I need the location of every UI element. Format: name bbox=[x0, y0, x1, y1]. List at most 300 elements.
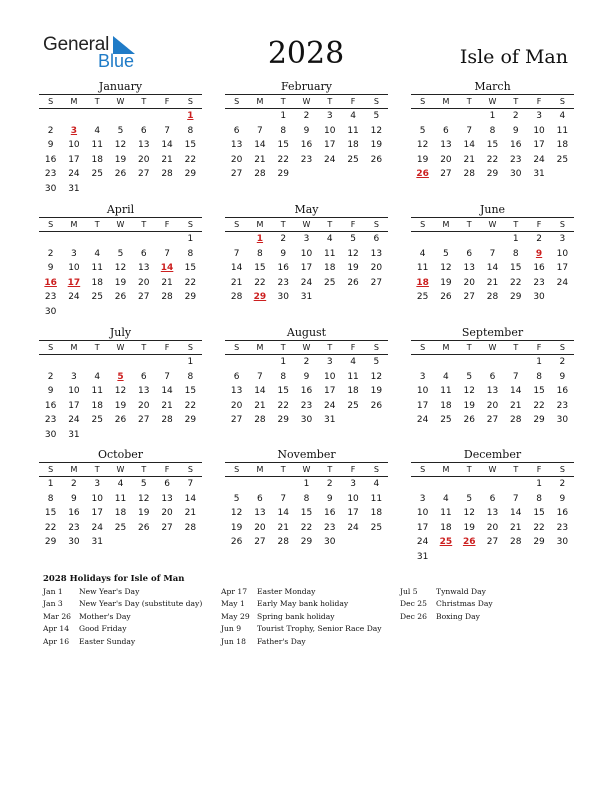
day-cell: 24 bbox=[416, 415, 429, 425]
day-cell: 7 bbox=[489, 248, 496, 259]
day-cell: 1 bbox=[187, 357, 194, 367]
day-cell: 14 bbox=[510, 386, 522, 396]
day-cell: 9 bbox=[303, 371, 310, 382]
day-cell: 16 bbox=[324, 508, 336, 518]
day-cell: 22 bbox=[486, 154, 499, 165]
day-cell: 30 bbox=[556, 415, 569, 425]
day-cell: 30 bbox=[533, 292, 545, 302]
month-block bbox=[39, 202, 202, 319]
day-grid bbox=[411, 109, 574, 182]
month-name: August bbox=[286, 326, 327, 339]
day-cell: 26 bbox=[230, 537, 243, 547]
day-cell: 21 bbox=[510, 522, 522, 533]
day-cell: 21 bbox=[254, 154, 266, 165]
day-cell: 22 bbox=[44, 522, 57, 533]
month-name: July bbox=[109, 326, 132, 339]
day-cell: 22 bbox=[184, 277, 197, 288]
day-cell: 11 bbox=[440, 386, 452, 396]
day-cell: 18 bbox=[440, 522, 452, 533]
holiday-name: Mother's Day bbox=[79, 611, 131, 621]
empty-cell bbox=[434, 355, 457, 370]
day-cell: 19 bbox=[463, 400, 475, 411]
day-cell: 17 bbox=[556, 263, 569, 273]
weekday-label: F bbox=[164, 220, 170, 229]
day-cell: 21 bbox=[510, 400, 522, 411]
day-cell: 5 bbox=[466, 493, 473, 504]
day-cell: 29 bbox=[533, 537, 545, 547]
weekday-label: T bbox=[327, 97, 333, 106]
weekday-label: T bbox=[513, 465, 519, 474]
holiday-column bbox=[400, 586, 493, 623]
day-cell: 20 bbox=[370, 263, 383, 273]
day-cell: 1 bbox=[280, 357, 287, 367]
day-cell: 19 bbox=[440, 277, 452, 288]
day-cell: 6 bbox=[140, 248, 147, 259]
day-cell: 19 bbox=[114, 277, 127, 288]
day-cell: 31 bbox=[68, 429, 80, 440]
weekday-label: S bbox=[373, 465, 379, 474]
weekday-header bbox=[225, 463, 388, 476]
day-cell: 10 bbox=[533, 125, 545, 136]
day-cell: 6 bbox=[443, 125, 449, 136]
day-cell: 2 bbox=[71, 479, 77, 489]
empty-cell bbox=[481, 232, 504, 247]
day-cell: 30 bbox=[510, 169, 522, 179]
day-grid bbox=[39, 232, 202, 319]
day-cell: 6 bbox=[257, 493, 263, 504]
weekday-label: T bbox=[513, 220, 519, 229]
day-cell: 25 bbox=[347, 400, 359, 411]
day-cell: 27 bbox=[370, 277, 383, 288]
weekday-label: F bbox=[164, 465, 170, 474]
day-cell: 6 bbox=[373, 234, 380, 244]
day-cell: 3 bbox=[559, 234, 566, 244]
weekday-label: T bbox=[280, 465, 286, 474]
month-name: June bbox=[479, 203, 506, 216]
day-cell: 18 bbox=[324, 263, 336, 273]
day-cell: 16 bbox=[556, 508, 569, 518]
weekday-label: M bbox=[256, 97, 264, 106]
month-name: May bbox=[294, 203, 319, 216]
day-cell: 27 bbox=[486, 537, 499, 547]
day-cell: 13 bbox=[138, 263, 150, 273]
day-cell: 27 bbox=[230, 415, 243, 425]
holiday-entry bbox=[400, 611, 493, 623]
day-cell: 7 bbox=[164, 371, 170, 382]
weekday-label: M bbox=[256, 220, 264, 229]
holiday-date: Jan 1 bbox=[43, 587, 63, 596]
day-cell: 13 bbox=[254, 508, 266, 518]
weekday-label: T bbox=[466, 220, 472, 229]
day-cell: 26 bbox=[370, 154, 383, 165]
day-cell: 9 bbox=[280, 248, 287, 259]
day-cell: 23 bbox=[68, 522, 80, 533]
month-block bbox=[39, 325, 202, 442]
day-cell: 8 bbox=[187, 125, 194, 136]
day-grid bbox=[225, 355, 388, 428]
holiday-entry bbox=[221, 598, 382, 610]
day-cell: 8 bbox=[489, 125, 496, 136]
day-cell: 14 bbox=[254, 140, 266, 150]
day-cell: 6 bbox=[466, 248, 473, 259]
day-cell: 24 bbox=[347, 522, 359, 533]
day-cell: 20 bbox=[138, 154, 150, 165]
weekday-header bbox=[39, 95, 202, 108]
empty-cell bbox=[434, 109, 457, 124]
month-block bbox=[411, 447, 574, 564]
day-cell: 9 bbox=[303, 125, 310, 136]
day-cell: 3 bbox=[71, 371, 77, 382]
day-cell: 8 bbox=[187, 371, 194, 382]
day-cell: 7 bbox=[512, 371, 519, 382]
holiday-entry bbox=[43, 611, 202, 623]
day-cell: 20 bbox=[230, 400, 243, 411]
day-cell: 25 bbox=[91, 292, 103, 302]
holiday-day-cell: 26 bbox=[462, 537, 476, 547]
day-cell: 22 bbox=[277, 400, 289, 411]
empty-cell bbox=[225, 109, 248, 124]
weekday-label: M bbox=[442, 465, 450, 474]
day-cell: 4 bbox=[326, 234, 333, 244]
holiday-list bbox=[43, 573, 583, 666]
day-cell: 19 bbox=[370, 140, 383, 150]
day-cell: 24 bbox=[300, 277, 313, 288]
day-cell: 6 bbox=[489, 371, 496, 382]
weekday-label: W bbox=[116, 465, 125, 474]
day-cell: 25 bbox=[91, 415, 103, 425]
empty-cell bbox=[155, 109, 178, 124]
holiday-date: Apr 16 bbox=[43, 636, 70, 646]
day-cell: 31 bbox=[300, 292, 313, 302]
day-cell: 1 bbox=[303, 479, 310, 489]
day-cell: 28 bbox=[254, 415, 266, 425]
day-cell: 3 bbox=[326, 357, 333, 367]
day-cell: 16 bbox=[300, 140, 313, 150]
day-cell: 7 bbox=[512, 493, 519, 504]
day-cell: 28 bbox=[510, 537, 522, 547]
day-cell: 2 bbox=[326, 479, 333, 489]
weekday-label: T bbox=[466, 465, 472, 474]
day-cell: 4 bbox=[443, 371, 449, 382]
day-cell: 11 bbox=[91, 263, 103, 273]
holiday-date: Apr 14 bbox=[43, 624, 70, 634]
weekday-label: F bbox=[536, 343, 542, 352]
holiday-date: May 29 bbox=[221, 611, 250, 621]
day-cell: 11 bbox=[91, 386, 103, 396]
day-cell: 1 bbox=[489, 111, 496, 121]
day-cell: 23 bbox=[44, 415, 57, 425]
day-cell: 10 bbox=[324, 125, 336, 136]
day-cell: 11 bbox=[114, 493, 127, 504]
weekday-label: T bbox=[94, 465, 100, 474]
day-cell: 2 bbox=[559, 357, 566, 367]
day-cell: 28 bbox=[463, 169, 475, 179]
weekday-label: S bbox=[420, 465, 426, 474]
day-grid bbox=[39, 477, 202, 550]
day-cell: 11 bbox=[324, 248, 336, 259]
day-cell: 18 bbox=[370, 508, 383, 518]
day-cell: 30 bbox=[68, 537, 80, 547]
day-cell: 27 bbox=[138, 292, 150, 302]
day-cell: 27 bbox=[161, 522, 173, 533]
holiday-name: Tynwald Day bbox=[436, 587, 486, 596]
weekday-label: M bbox=[70, 465, 78, 474]
weekday-label: M bbox=[442, 220, 450, 229]
holiday-day-cell: 9 bbox=[535, 248, 543, 259]
weekday-label: S bbox=[559, 220, 565, 229]
empty-cell bbox=[481, 477, 504, 492]
month-name: October bbox=[97, 448, 144, 461]
day-cell: 15 bbox=[254, 263, 266, 273]
empty-cell bbox=[39, 355, 62, 370]
day-cell: 28 bbox=[161, 169, 173, 179]
day-cell: 5 bbox=[419, 125, 426, 136]
day-cell: 2 bbox=[47, 248, 54, 259]
day-cell: 16 bbox=[44, 400, 57, 411]
day-cell: 20 bbox=[254, 522, 266, 533]
day-cell: 23 bbox=[277, 277, 289, 288]
day-cell: 29 bbox=[486, 169, 499, 179]
empty-cell bbox=[62, 109, 85, 124]
holiday-day-cell: 3 bbox=[70, 125, 78, 136]
day-cell: 14 bbox=[254, 386, 266, 396]
logo-general: General bbox=[43, 34, 110, 55]
holiday-column bbox=[221, 586, 382, 648]
weekday-label: F bbox=[350, 97, 356, 106]
day-cell: 2 bbox=[536, 234, 542, 244]
day-cell: 15 bbox=[486, 140, 499, 150]
month-name: November bbox=[277, 448, 336, 461]
day-cell: 28 bbox=[486, 292, 499, 302]
weekday-label: W bbox=[488, 97, 497, 106]
day-cell: 5 bbox=[373, 111, 380, 121]
weekday-label: W bbox=[302, 220, 311, 229]
header bbox=[0, 0, 612, 72]
weekday-label: M bbox=[70, 343, 78, 352]
day-cell: 22 bbox=[184, 154, 197, 165]
weekday-label: S bbox=[48, 97, 54, 106]
weekday-label: F bbox=[350, 465, 356, 474]
holiday-day-cell: 17 bbox=[67, 277, 81, 288]
holiday-day-cell: 18 bbox=[416, 277, 429, 288]
weekday-label: F bbox=[164, 97, 170, 106]
day-cell: 23 bbox=[556, 522, 569, 533]
empty-cell bbox=[481, 355, 504, 370]
month-block bbox=[225, 79, 388, 182]
day-cell: 18 bbox=[91, 154, 103, 165]
day-cell: 24 bbox=[324, 154, 336, 165]
day-cell: 4 bbox=[94, 125, 101, 136]
holiday-entry bbox=[43, 598, 202, 610]
day-cell: 28 bbox=[230, 292, 243, 302]
day-grid bbox=[411, 477, 574, 564]
day-cell: 8 bbox=[536, 371, 542, 382]
day-cell: 9 bbox=[559, 493, 566, 504]
day-cell: 7 bbox=[280, 493, 287, 504]
weekday-label: M bbox=[256, 465, 264, 474]
day-cell: 12 bbox=[114, 263, 127, 273]
day-cell: 4 bbox=[350, 111, 356, 121]
day-cell: 26 bbox=[440, 292, 452, 302]
day-cell: 11 bbox=[416, 263, 429, 273]
holiday-name: Father's Day bbox=[257, 636, 306, 646]
day-cell: 14 bbox=[486, 263, 499, 273]
day-cell: 13 bbox=[463, 263, 475, 273]
day-cell: 29 bbox=[510, 292, 522, 302]
day-cell: 30 bbox=[277, 292, 289, 302]
weekday-label: S bbox=[234, 465, 240, 474]
month-block bbox=[225, 202, 388, 305]
day-cell: 3 bbox=[303, 234, 310, 244]
holiday-name: Easter Monday bbox=[257, 587, 316, 596]
day-cell: 29 bbox=[184, 292, 197, 302]
weekday-label: S bbox=[373, 97, 379, 106]
day-cell: 15 bbox=[184, 386, 197, 396]
empty-cell bbox=[458, 109, 481, 124]
day-cell: 23 bbox=[510, 154, 522, 165]
day-cell: 23 bbox=[44, 292, 57, 302]
weekday-label: S bbox=[420, 97, 426, 106]
day-cell: 28 bbox=[161, 415, 173, 425]
day-cell: 10 bbox=[300, 248, 313, 259]
day-cell: 13 bbox=[440, 140, 452, 150]
day-cell: 24 bbox=[324, 400, 336, 411]
day-cell: 16 bbox=[44, 154, 57, 165]
day-cell: 13 bbox=[230, 386, 243, 396]
day-cell: 30 bbox=[556, 537, 569, 547]
day-cell: 5 bbox=[373, 357, 380, 367]
day-cell: 25 bbox=[556, 154, 569, 165]
day-cell: 20 bbox=[138, 277, 150, 288]
empty-cell bbox=[109, 232, 132, 247]
day-cell: 4 bbox=[117, 479, 124, 489]
day-cell: 16 bbox=[510, 140, 522, 150]
day-cell: 26 bbox=[114, 292, 127, 302]
holiday-name: Christmas Day bbox=[436, 599, 493, 609]
day-cell: 23 bbox=[44, 169, 57, 179]
day-cell: 19 bbox=[416, 154, 429, 165]
day-cell: 7 bbox=[466, 125, 473, 136]
empty-cell bbox=[411, 232, 434, 247]
holiday-date: Jan 3 bbox=[43, 599, 63, 609]
day-cell: 19 bbox=[114, 154, 127, 165]
day-cell: 8 bbox=[187, 248, 194, 259]
holiday-day-cell: 14 bbox=[160, 263, 174, 273]
empty-cell bbox=[411, 355, 434, 370]
day-cell: 7 bbox=[164, 125, 170, 136]
weekday-label: S bbox=[48, 465, 54, 474]
month-name: September bbox=[461, 326, 524, 339]
holiday-name: New Year's Day bbox=[79, 587, 140, 596]
day-cell: 19 bbox=[114, 400, 127, 411]
day-cell: 21 bbox=[486, 277, 499, 288]
day-cell: 8 bbox=[280, 125, 287, 136]
day-cell: 10 bbox=[416, 508, 429, 518]
day-cell: 27 bbox=[254, 537, 266, 547]
day-cell: 26 bbox=[347, 277, 359, 288]
weekday-header bbox=[411, 341, 574, 354]
empty-cell bbox=[39, 232, 62, 247]
day-cell: 28 bbox=[254, 169, 266, 179]
weekday-label: W bbox=[116, 97, 125, 106]
day-cell: 26 bbox=[114, 169, 127, 179]
weekday-label: T bbox=[513, 97, 519, 106]
weekday-label: T bbox=[141, 343, 147, 352]
day-cell: 19 bbox=[370, 386, 383, 396]
weekday-label: S bbox=[559, 465, 565, 474]
day-cell: 1 bbox=[187, 234, 194, 244]
holiday-day-cell: 29 bbox=[253, 292, 267, 302]
holiday-date: Jun 9 bbox=[221, 624, 242, 634]
day-cell: 27 bbox=[230, 169, 243, 179]
weekday-header bbox=[39, 463, 202, 476]
day-cell: 2 bbox=[47, 371, 54, 382]
weekday-label: F bbox=[350, 220, 356, 229]
day-cell: 12 bbox=[463, 508, 475, 518]
day-cell: 19 bbox=[138, 508, 150, 518]
day-cell: 31 bbox=[416, 551, 429, 562]
holiday-entry bbox=[43, 586, 202, 598]
day-cell: 1 bbox=[280, 111, 287, 121]
day-cell: 29 bbox=[277, 169, 289, 179]
day-cell: 15 bbox=[184, 263, 197, 273]
weekday-label: T bbox=[280, 343, 286, 352]
weekday-label: M bbox=[442, 343, 450, 352]
day-grid bbox=[411, 355, 574, 428]
day-cell: 15 bbox=[277, 386, 289, 396]
day-cell: 15 bbox=[300, 508, 313, 518]
day-cell: 5 bbox=[443, 248, 449, 259]
day-cell: 31 bbox=[533, 169, 545, 179]
empty-cell bbox=[109, 355, 132, 370]
weekday-label: M bbox=[70, 97, 78, 106]
day-cell: 5 bbox=[350, 234, 356, 244]
day-cell: 9 bbox=[47, 386, 54, 396]
day-cell: 9 bbox=[512, 125, 519, 136]
empty-cell bbox=[248, 355, 271, 370]
day-cell: 2 bbox=[280, 234, 287, 244]
day-cell: 11 bbox=[347, 371, 359, 382]
page-title-year: 2028 bbox=[267, 36, 345, 71]
weekday-label: S bbox=[187, 465, 193, 474]
day-cell: 17 bbox=[416, 522, 429, 533]
weekday-label: W bbox=[302, 343, 311, 352]
day-cell: 20 bbox=[486, 400, 499, 411]
day-cell: 3 bbox=[94, 479, 101, 489]
day-cell: 7 bbox=[233, 248, 240, 259]
weekday-label: T bbox=[280, 220, 286, 229]
holiday-day-cell: 25 bbox=[439, 537, 453, 547]
holiday-name: Boxing Day bbox=[436, 611, 480, 621]
weekday-header bbox=[411, 95, 574, 108]
day-grid bbox=[225, 477, 388, 550]
day-cell: 13 bbox=[370, 248, 383, 259]
empty-cell bbox=[225, 232, 248, 247]
weekday-label: M bbox=[442, 97, 450, 106]
day-cell: 8 bbox=[280, 371, 287, 382]
holiday-name: Good Friday bbox=[79, 624, 127, 634]
day-cell: 8 bbox=[47, 493, 54, 504]
day-cell: 15 bbox=[277, 140, 289, 150]
day-cell: 14 bbox=[161, 140, 173, 150]
day-cell: 29 bbox=[44, 537, 57, 547]
day-cell: 17 bbox=[416, 400, 429, 411]
weekday-label: S bbox=[559, 97, 565, 106]
day-cell: 20 bbox=[486, 522, 499, 533]
holiday-name: New Year's Day (substitute day) bbox=[79, 599, 203, 609]
weekday-label: S bbox=[234, 220, 240, 229]
day-cell: 25 bbox=[91, 169, 103, 179]
